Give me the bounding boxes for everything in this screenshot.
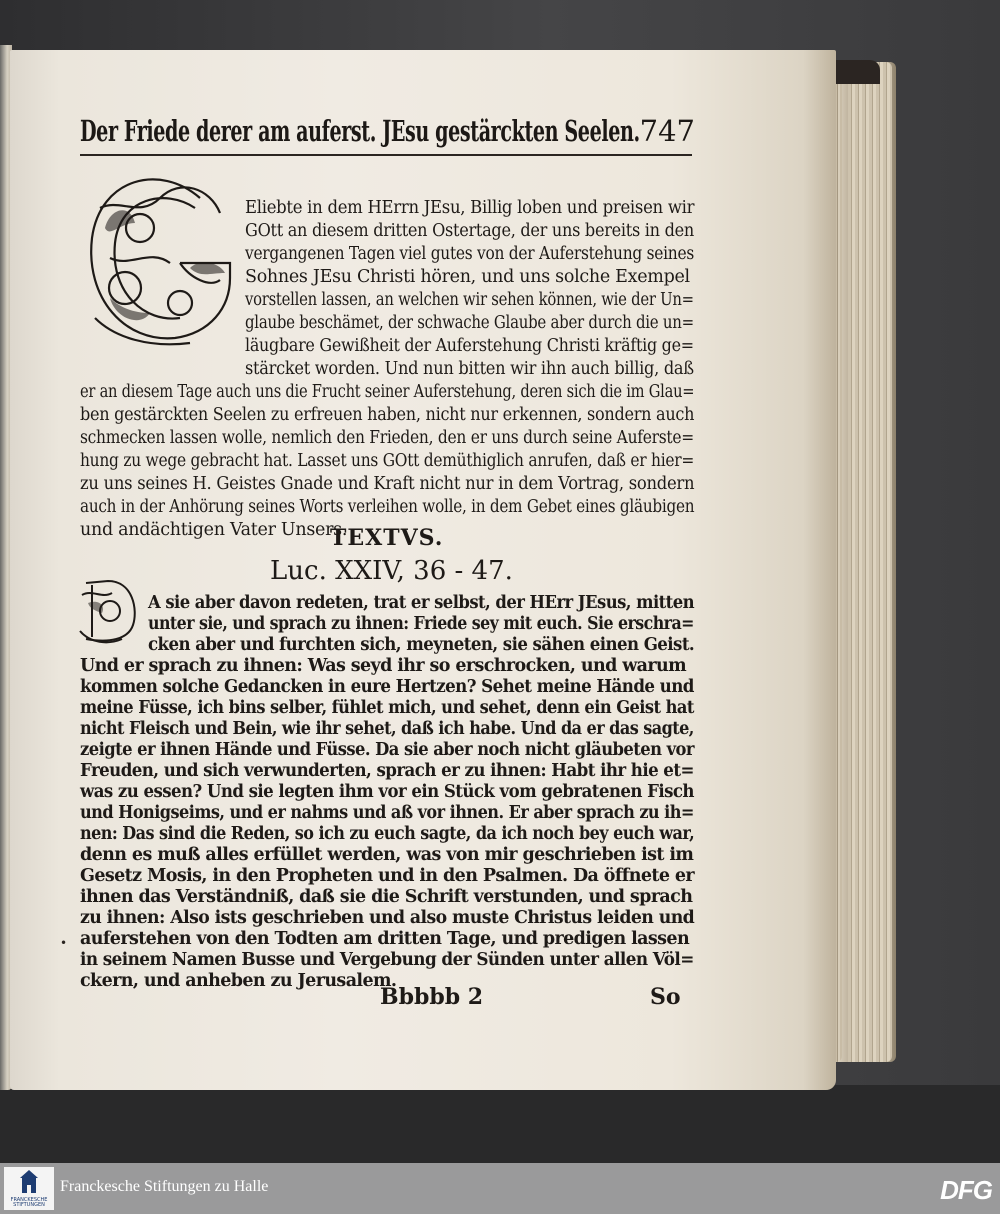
intro-line: Sohnes JEsu Christi hören, und uns solche Exempel	[245, 267, 690, 287]
textus-line: zeigte er ihnen Hände und Füsse. Da sie aber noch nicht gläubeten vor	[80, 740, 694, 760]
textus-line: Gesetz Mosis, in den Propheten und in den Psalmen. Da öffnete er	[80, 866, 695, 886]
textus-line: und Honigseims, und er nahms und aß vor ihnen. Er aber sprach zu ih=	[80, 803, 694, 823]
textus-line: ihnen das Verständniß, daß sie die Schrift verstunden, und sprach	[80, 887, 693, 907]
textus-line: Freuden, und sich verwunderten, sprach er zu ihnen: Habt ihr hie et=	[80, 761, 694, 781]
intro-line: läugbare Gewißheit der Auferstehung Christi kräftig ge=	[245, 336, 694, 356]
textus-line: cken aber und furchten sich, meyneten, sie sähen einen Geist.	[148, 635, 695, 655]
intro-line: und andächtigen Vater Unsers.	[80, 520, 348, 540]
textus-line: ckern, und anheben zu Jerusalem.	[80, 971, 397, 991]
intro-line: er an diesem Tage auch uns die Frucht seiner Auferstehung, deren sich die im Glau=	[80, 382, 695, 402]
textus-line: unter sie, und sprach zu ihnen: Friede sey mit euch. Sie erschra=	[148, 614, 694, 634]
logo-text: FRANCKESCHE STIFTUNGEN	[10, 1197, 48, 1208]
signature-mark: Bbbbb 2	[380, 984, 484, 1010]
scripture-reference: Luc. XXIV, 36 - 47.	[270, 556, 513, 586]
header-rule	[80, 154, 692, 156]
textus-line: zu ihnen: Also ists geschrieben und also muste Christus leiden und	[80, 908, 695, 928]
intro-line: hung zu wege gebracht hat. Lasset uns GOtt demüthiglich anrufen, daß er hier=	[80, 451, 695, 471]
textus-line: in seinem Namen Busse und Vergebung der Sünden unter allen Völ=	[80, 950, 694, 970]
intro-line: stärcket worden. Und nun bitten wir ihn auch billig, daß	[245, 359, 694, 379]
textus-line: kommen solche Gedancken in eure Hertzen? Sehet meine Hände und	[80, 677, 694, 697]
textus-line: denn es muß alles erfüllet werden, was von mir geschrieben ist im	[80, 845, 694, 865]
decorated-initial-d	[78, 575, 140, 645]
intro-line: GOtt an diesem dritten Ostertage, der uns bereits in den	[245, 221, 694, 241]
margin-mark: •	[60, 936, 68, 950]
textus-line: meine Füsse, ich bins selber, fühlet mich, und sehet, denn ein Geist hat	[80, 698, 694, 718]
footer-bar	[0, 1163, 1000, 1214]
textus-line: Und er sprach zu ihnen: Was seyd ihr so erschrocken, und warum	[80, 656, 687, 676]
textus-heading: TEXTVS.	[330, 525, 444, 551]
intro-line: auch in der Anhörung seines Worts verleihen wolle, in dem Gebet eines gläubigen	[80, 497, 695, 517]
catchword: So	[650, 984, 681, 1010]
textus-line: auferstehen von den Todten am dritten Tage, und predigen lassen	[80, 929, 690, 949]
institution-logo[interactable]	[4, 1167, 54, 1210]
institution-name[interactable]: Franckesche Stiftungen zu Halle	[60, 1178, 269, 1195]
intro-line: vergangenen Tagen viel gutes von der Auferstehung seines	[245, 244, 694, 264]
textus-line: nen: Das sind die Reden, so ich zu euch sagte, da ich noch bey euch war,	[80, 824, 695, 844]
intro-line: ben gestärckten Seelen zu erfreuen haben, nicht nur erkennen, sondern auch	[80, 405, 695, 425]
background-shadow	[0, 1085, 1000, 1163]
running-title: Der Friede derer am auferst. JEsu gestärckten Seelen.	[80, 114, 640, 148]
intro-line: zu uns seines H. Geistes Gnade und Kraft nicht nur in dem Vortrag, sondern	[80, 474, 695, 494]
textus-line: was zu essen? Und sie legten ihm vor ein Stück vom gebratenen Fisch	[80, 782, 694, 802]
intro-line: glaube beschämet, der schwache Glaube aber durch die un=	[245, 313, 694, 333]
intro-line: vorstellen lassen, an welchen wir sehen können, wie der Un=	[245, 290, 694, 310]
decorated-initial-g	[80, 168, 238, 353]
page-number: 747	[639, 114, 695, 148]
textus-line: A sie aber davon redeten, trat er selbst, der HErr JEsus, mitten	[148, 593, 695, 613]
dfg-logo[interactable]: DFG	[940, 1175, 992, 1205]
building-icon	[4, 1167, 54, 1199]
page-header	[80, 112, 695, 160]
intro-line: schmecken lassen wolle, nemlich den Frieden, den er uns durch seine Auferste=	[80, 428, 694, 448]
textus-line: nicht Fleisch und Bein, wie ihr sehet, daß ich habe. Und da er das sagte,	[80, 719, 694, 739]
intro-line: Eliebte in dem HErrn JEsu, Billig loben und preisen wir	[245, 198, 695, 218]
